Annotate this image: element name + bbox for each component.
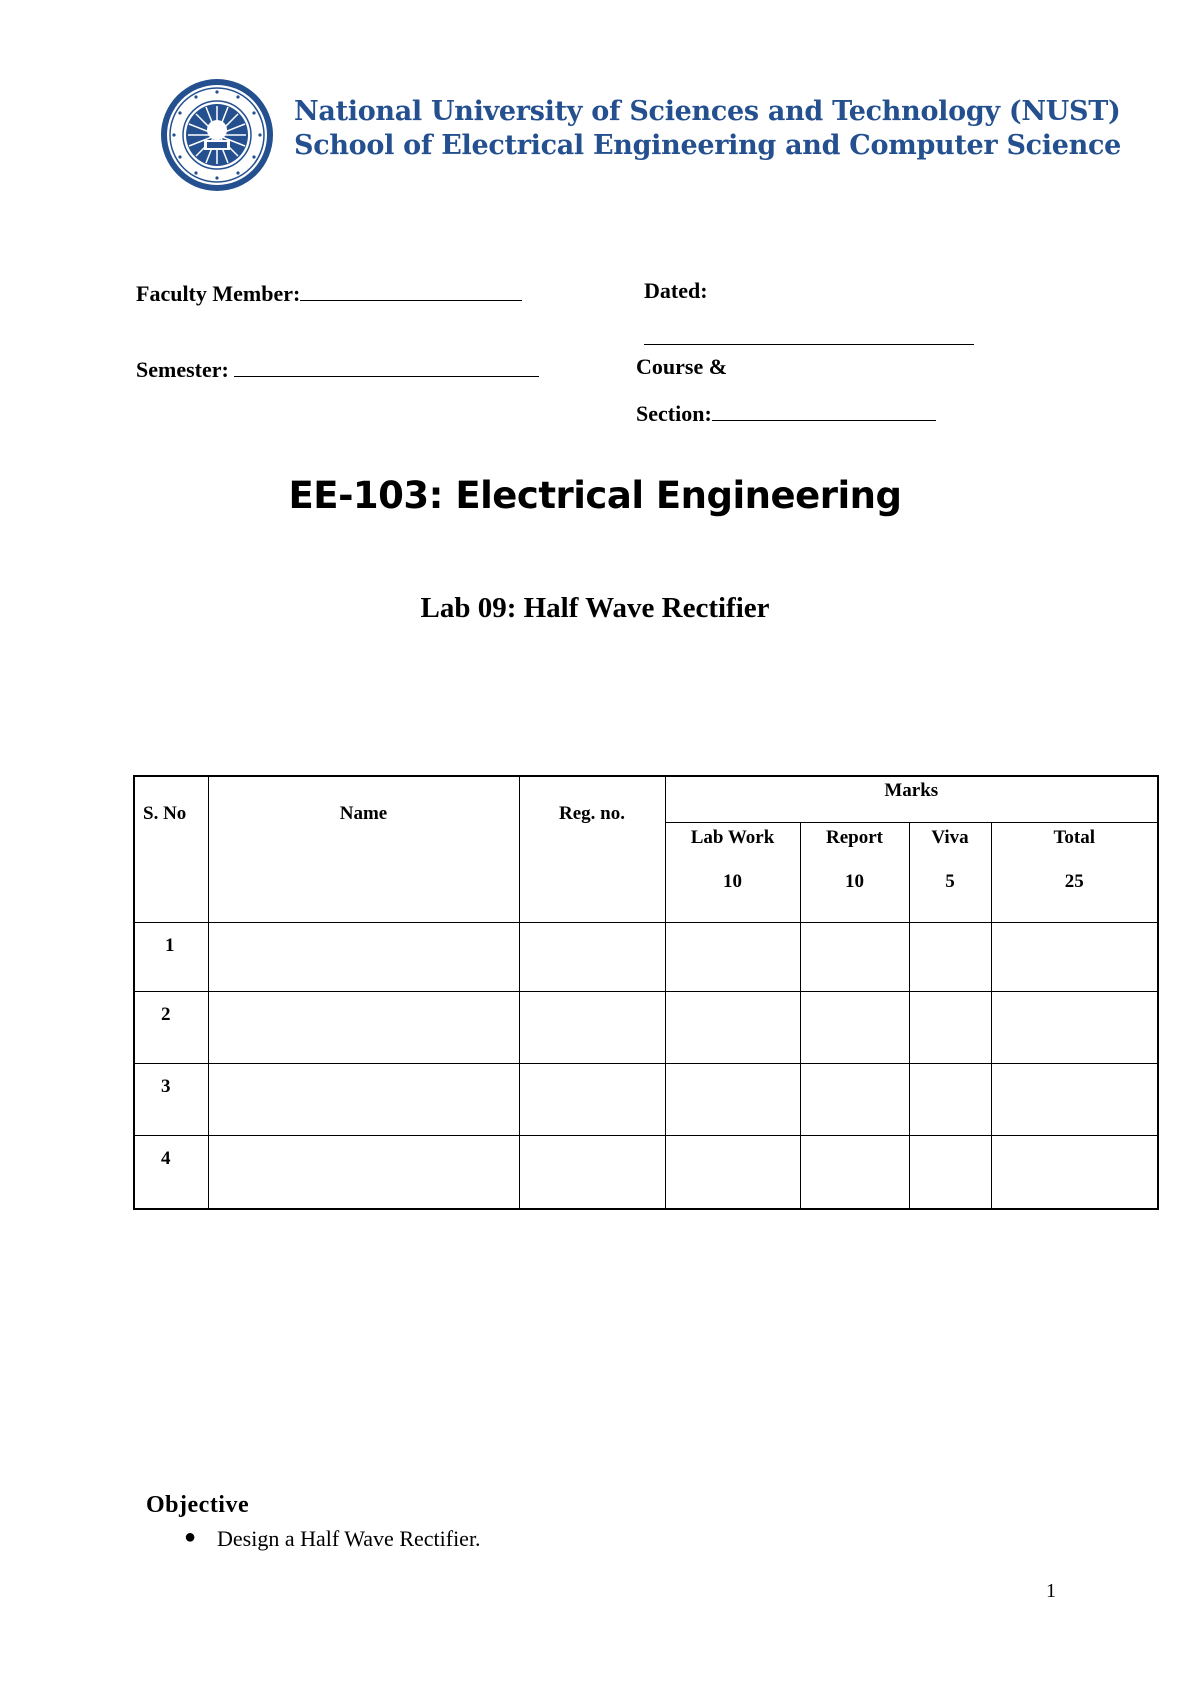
marks-header: Marks (665, 776, 1158, 823)
total-max: 25 (1064, 871, 1084, 892)
university-name: National University of Sciences and Technology (NUST) (294, 96, 1121, 127)
section-blank[interactable] (712, 398, 936, 421)
viva-max: 5 (945, 871, 955, 892)
report-label: Report (826, 827, 883, 848)
table-header-row (134, 776, 1158, 823)
total-header (991, 823, 1158, 923)
school-name: School of Electrical Engineering and Computer Science (294, 130, 1121, 161)
name-cell[interactable] (208, 923, 519, 992)
row-number: 1 (134, 923, 208, 992)
total-cell[interactable] (991, 1064, 1158, 1136)
semester-label: Semester: (136, 357, 229, 382)
reg-cell[interactable] (519, 923, 665, 992)
viva-cell[interactable] (909, 923, 991, 992)
row-number: 2 (134, 992, 208, 1064)
lab-work-cell[interactable] (665, 992, 800, 1064)
bullet-icon: ● (184, 1526, 197, 1548)
viva-cell[interactable] (909, 992, 991, 1064)
name-cell[interactable] (208, 992, 519, 1064)
report-cell[interactable] (800, 1064, 909, 1136)
lab-work-header (665, 823, 800, 923)
section-label: Section: (636, 401, 712, 426)
reg-header: Reg. no. (519, 776, 665, 923)
table-row (134, 923, 1158, 992)
lab-work-cell[interactable] (665, 923, 800, 992)
reg-cell[interactable] (519, 992, 665, 1064)
table-row (134, 1064, 1158, 1136)
name-cell[interactable] (208, 1136, 519, 1209)
row-number: 4 (134, 1136, 208, 1209)
lab-work-max: 10 (723, 871, 742, 892)
report-header (800, 823, 909, 923)
reg-cell[interactable] (519, 1136, 665, 1209)
viva-label: Viva (931, 827, 969, 848)
lab-work-cell[interactable] (665, 1064, 800, 1136)
objective-list (180, 1526, 481, 1552)
name-cell[interactable] (208, 1064, 519, 1136)
dated-blank[interactable] (644, 344, 974, 345)
list-item (180, 1526, 481, 1552)
viva-cell[interactable] (909, 1064, 991, 1136)
faculty-member-field (136, 278, 522, 307)
reg-cell[interactable] (519, 1064, 665, 1136)
viva-header (909, 823, 991, 923)
objective-text: Design a Half Wave Rectifier. (217, 1526, 481, 1551)
dated-label: Dated: (644, 278, 708, 303)
page-number: 1 (1046, 1580, 1056, 1602)
objective-heading: Objective (146, 1492, 250, 1518)
table-row (134, 992, 1158, 1064)
total-cell[interactable] (991, 992, 1158, 1064)
report-cell[interactable] (800, 1136, 909, 1209)
row-number: 3 (134, 1064, 208, 1136)
report-cell[interactable] (800, 923, 909, 992)
report-cell[interactable] (800, 992, 909, 1064)
dated-field (644, 278, 708, 304)
total-cell[interactable] (991, 923, 1158, 992)
section-field (636, 398, 936, 427)
semester-blank[interactable] (234, 354, 539, 377)
semester-field (136, 354, 539, 383)
faculty-member-blank[interactable] (300, 278, 522, 301)
viva-cell[interactable] (909, 1136, 991, 1209)
course-title: EE-103: Electrical Engineering (288, 474, 902, 517)
lab-work-cell[interactable] (665, 1136, 800, 1209)
lab-title: Lab 09: Half Wave Rectifier (420, 592, 770, 624)
total-label: Total (1053, 827, 1096, 848)
marks-table (133, 775, 1159, 1210)
lab-work-label: Lab Work (690, 827, 775, 848)
total-cell[interactable] (991, 1136, 1158, 1209)
name-header: Name (208, 776, 519, 923)
course-label: Course & (636, 354, 728, 379)
course-field (636, 354, 727, 380)
sno-header: S. No (134, 776, 208, 923)
report-max: 10 (845, 871, 864, 892)
table-row (134, 1136, 1158, 1209)
faculty-member-label: Faculty Member: (136, 281, 301, 306)
nust-seal-logo (160, 78, 274, 192)
